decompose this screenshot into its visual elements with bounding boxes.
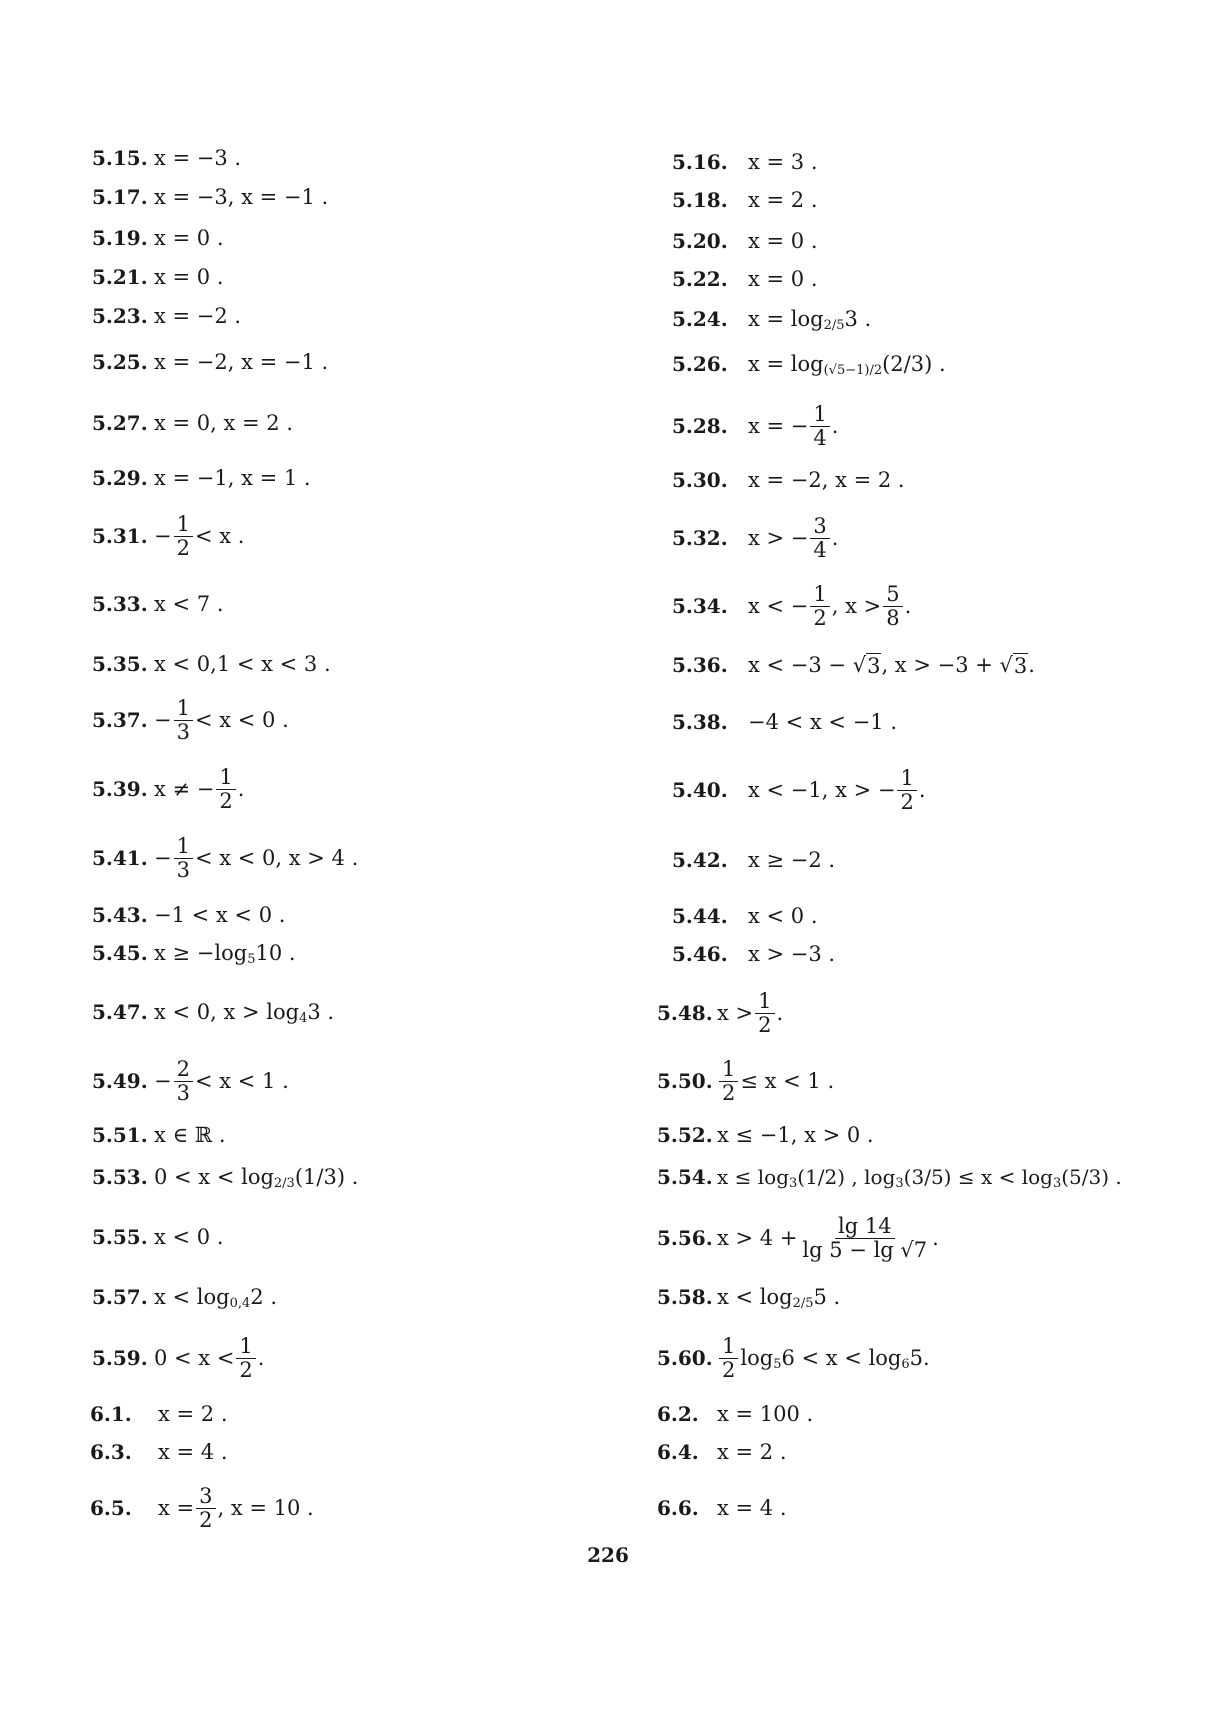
answer-value: x = 4 . [717,1496,787,1520]
answer-value: x < log 0,4 2 . [154,1285,277,1311]
answer-value: x = −2, x = 2 . [748,468,905,492]
answer-number: 5.53. [92,1165,148,1189]
answer-number: 5.59. [92,1346,148,1370]
answer-value: x ≥ −2 . [748,848,836,872]
answer-5-48 [657,991,783,1035]
answer-5-25 [92,340,328,384]
answer-number: 5.51. [92,1123,148,1147]
fraction: $\frac{1}{3}$ [174,835,193,880]
answer-5-49 [92,1059,289,1103]
answer-value: x = −2 . [154,304,242,328]
answer-number: 5.44. [672,904,728,928]
answer-number: 5.33. [92,592,148,616]
answer-value: x ≤ log 3 (1/2) , log 3 (3/5) ≤ x < log 3 (5/3) . [717,1165,1122,1191]
fraction: $\frac{1}{3}$ [174,697,193,742]
answer-number: 5.28. [672,414,728,438]
answer-5-18 [672,178,818,222]
answer-5-55 [92,1215,224,1259]
answer-value: x < log 2/5 5 . [717,1285,841,1311]
answer-5-60 [657,1336,930,1380]
answer-value: $\frac{1}{2}$ log 5 6 < x < log 6 5. [717,1335,930,1380]
fraction: $\frac{2}{3}$ [174,1058,193,1103]
answer-number: 5.15. [92,146,148,170]
answer-value: − $\frac{1}{2}$ < x . [154,512,245,560]
answer-value: x > −3 . [748,942,836,966]
answer-number: 5.55. [92,1225,148,1249]
answer-5-33 [92,582,224,626]
answer-value: x < 0, x > log 4 3 . [154,1000,335,1026]
answer-5-22 [672,257,818,301]
answer-6-5 [90,1486,314,1530]
answer-number: 5.39. [92,777,148,801]
answer-number: 5.49. [92,1069,148,1093]
answer-value: x = $\frac{3}{2}$ , x = 10 . [158,1484,314,1532]
fraction: $\frac{3}{4}$ [810,515,829,560]
answer-number: 5.37. [92,708,148,732]
answer-5-34 [672,584,911,628]
answer-number: 6.4. [657,1440,699,1464]
answer-value: x ≠ − $\frac{1}{2}$ . [154,765,245,813]
answer-5-29 [92,456,311,500]
fraction: $\frac{1}{2}$ [810,583,829,628]
answer-5-38 [672,700,897,744]
answer-number: 5.58. [657,1285,713,1309]
answer-value: x = −3 . [154,146,242,170]
answer-number: 6.6. [657,1496,699,1520]
answer-5-31 [92,514,244,558]
answer-number: 5.29. [92,466,148,490]
answer-5-27 [92,401,293,445]
answer-number: 5.17. [92,185,148,209]
answer-value: x = 0 . [748,267,818,291]
answer-number: 5.60. [657,1346,713,1370]
answer-number: 6.1. [90,1402,132,1426]
answer-number: 5.52. [657,1123,713,1147]
answer-value: 0 < x < $\frac{1}{2}$ . [154,1334,265,1382]
answer-number: 5.56. [657,1226,713,1250]
answer-number: 5.25. [92,350,148,374]
answer-value: x = 0 . [748,229,818,253]
answer-value: $\frac{1}{2}$ ≤ x < 1 . [717,1058,834,1103]
answer-number: 5.16. [672,150,728,174]
fraction: $\frac{1}{4}$ [810,403,829,448]
answer-value: x = 0, x = 2 . [154,411,294,435]
answer-5-57 [92,1275,277,1319]
answer-value: x = −2, x = −1 . [154,350,329,374]
answer-5-53 [92,1155,358,1199]
answer-number: 5.46. [672,942,728,966]
answer-5-17 [92,175,328,219]
answer-number: 5.19. [92,226,148,250]
answer-5-30 [672,458,905,502]
fraction: $\frac{1}{2}$ [897,767,916,812]
answer-value: x = 4 . [158,1440,228,1464]
answer-5-36 [672,643,1035,687]
answer-number: 5.34. [672,594,728,618]
answer-value: x ≥ −log 5 10 . [154,941,296,967]
answer-number: 6.3. [90,1440,132,1464]
fraction: $\frac{1}{2}$ [719,1335,738,1380]
answer-value: x > − $\frac{3}{4}$ . [748,514,839,562]
answer-5-52 [657,1113,874,1157]
answer-5-59 [92,1336,264,1380]
answer-number: 5.50. [657,1069,713,1093]
answer-value: x = log 2/5 3 . [748,307,872,333]
answer-5-26 [672,342,946,386]
answer-5-37 [92,698,289,742]
fraction: $\frac{1}{2}$ [236,1335,255,1380]
fraction: $\frac{1}{2}$ [174,513,193,558]
answer-5-28 [672,404,838,448]
answer-value: x = 0 . [154,226,224,250]
answer-value: x ∈ ℝ . [154,1123,226,1147]
answer-number: 5.35. [92,652,148,676]
answer-5-41 [92,836,358,880]
answer-number: 5.31. [92,524,148,548]
answer-number: 5.42. [672,848,728,872]
answer-value: x < 7 . [154,592,224,616]
answer-number: 5.20. [672,229,728,253]
answer-number: 5.36. [672,653,728,677]
fraction: $\frac{1}{2}$ [755,990,774,1035]
answer-number: 5.47. [92,1000,148,1024]
answer-number: 6.2. [657,1402,699,1426]
answer-value: x < −1, x > − $\frac{1}{2}$ . [748,766,926,814]
answer-number: 5.21. [92,265,148,289]
answer-value: −1 < x < 0 . [154,903,286,927]
answer-number: 5.57. [92,1285,148,1309]
answer-value: x < 0,1 < x < 3 . [154,652,331,676]
answer-5-47 [92,990,334,1034]
answer-5-39 [92,767,244,811]
answer-number: 5.32. [672,526,728,550]
answer-number: 5.22. [672,267,728,291]
answer-value: x = log (√5−1)/2 (2/3) . [748,352,946,378]
fraction: $\frac{5}{8}$ [883,583,902,628]
answer-value: x = 3 . [748,150,818,174]
answer-number: 5.30. [672,468,728,492]
answer-value: x = 2 . [717,1440,787,1464]
answer-5-21 [92,255,224,299]
answer-5-19 [92,216,224,260]
fraction: $\frac{1}{2}$ [216,766,235,811]
answer-value: x ≤ −1, x > 0 . [717,1123,874,1147]
answer-5-58 [657,1275,840,1319]
answer-value: x < 0 . [154,1225,224,1249]
answer-5-15 [92,136,241,180]
answer-5-46 [672,932,835,976]
answer-number: 5.41. [92,846,148,870]
page-number: 226 [587,1543,629,1567]
answer-number: 5.54. [657,1165,713,1189]
answer-5-56 [657,1216,939,1260]
answer-value: x > $\frac{1}{2}$ . [717,989,784,1037]
answer-value: x < −3 − √ 3 , x > −3 + √ 3 . [748,653,1035,678]
answer-5-23 [92,294,241,338]
answer-number: 5.43. [92,903,148,927]
answer-value: 0 < x < log 2/3 (1/3) . [154,1165,359,1191]
answer-5-24 [672,297,871,341]
answer-value: x = 100 . [717,1402,814,1426]
answer-number: 5.18. [672,188,728,212]
answer-6-4 [657,1430,787,1474]
answer-number: 5.40. [672,778,728,802]
answer-number: 5.45. [92,941,148,965]
answer-value: − $\frac{1}{3}$ < x < 0, x > 4 . [154,834,359,882]
answer-value: − $\frac{2}{3}$ < x < 1 . [154,1057,289,1105]
answer-number: 5.24. [672,307,728,331]
fraction: $\frac{\lg 14}{\lg 5 - \lg √7}$ [802,1214,928,1262]
answer-value: −4 < x < −1 . [748,710,897,734]
answer-5-50 [657,1059,834,1103]
answer-value: x < − $\frac{1}{2}$ , x > $\frac{5}{8}$ . [748,582,912,630]
answer-value: x = 0 . [154,265,224,289]
answer-5-42 [672,838,835,882]
answer-number: 5.48. [657,1001,713,1025]
fraction: $\frac{3}{2}$ [196,1485,215,1530]
answer-6-6 [657,1486,787,1530]
answer-value: x = − $\frac{1}{4}$ . [748,402,839,450]
answer-number: 5.27. [92,411,148,435]
answer-5-54 [657,1155,1122,1199]
answer-number: 6.5. [90,1496,132,1520]
answer-value: x < 0 . [748,904,818,928]
answer-value: x = 2 . [158,1402,228,1426]
fraction: $\frac{1}{2}$ [719,1058,738,1103]
answer-6-3 [90,1430,228,1474]
answer-5-35 [92,642,331,686]
answer-value: − $\frac{1}{3}$ < x < 0 . [154,696,289,744]
answer-5-51 [92,1113,226,1157]
answer-number: 5.38. [672,710,728,734]
answer-value: x = 2 . [748,188,818,212]
answer-number: 5.26. [672,352,728,376]
answer-number: 5.23. [92,304,148,328]
answer-value: x = −3, x = −1 . [154,185,329,209]
answer-5-45 [92,931,296,975]
answer-5-40 [672,768,926,812]
answer-value: x = −1, x = 1 . [154,466,311,490]
answer-5-32 [672,516,838,560]
answer-value: x > 4 + $\frac{\lg 14}{\lg 5 - \lg √7}$ . [717,1214,939,1262]
